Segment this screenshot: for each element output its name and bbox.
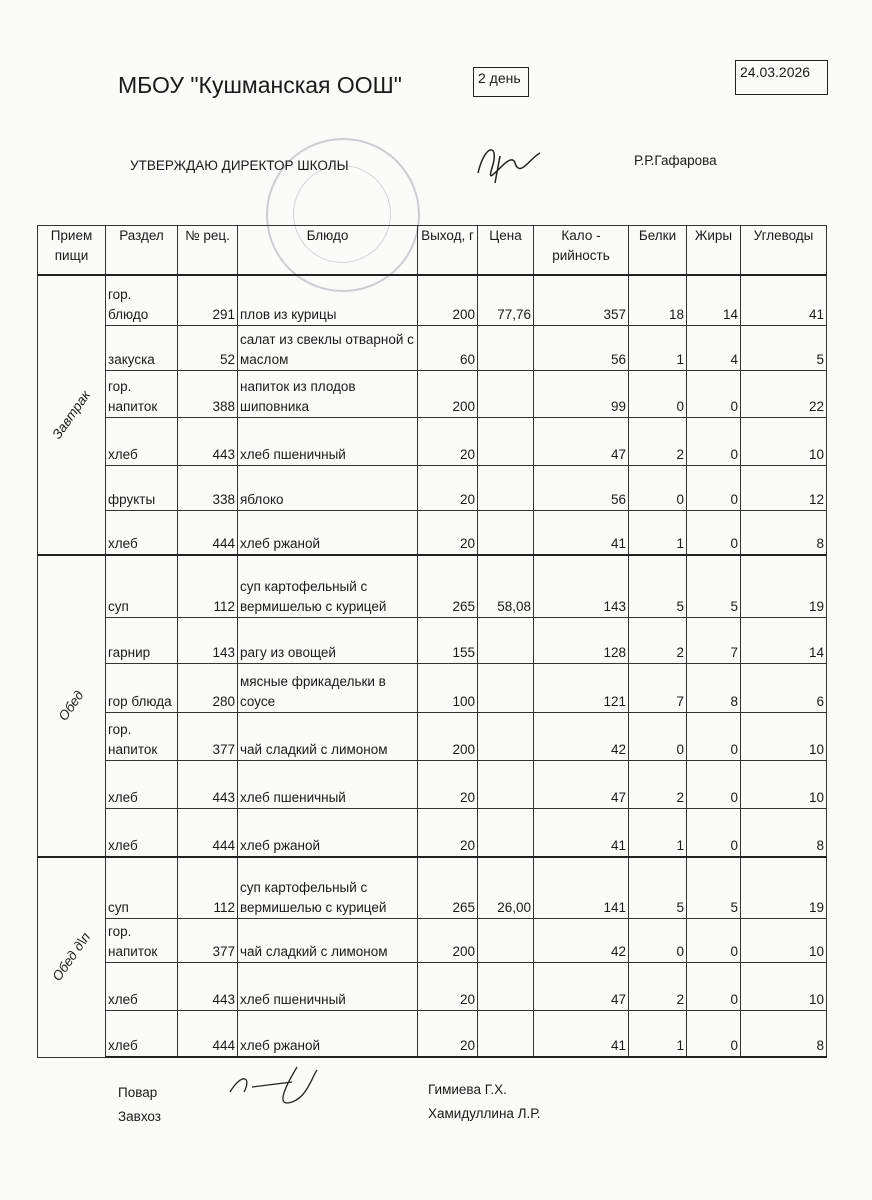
table-row <box>38 510 827 555</box>
table-row <box>38 617 827 663</box>
table-row <box>38 857 827 918</box>
cell-fat: 7 <box>687 617 741 663</box>
cell-recipe: 444 <box>178 510 238 555</box>
cell-dish: напиток из плодов шиповника <box>238 370 418 417</box>
cell-dish: суп картофельный с вермишелью с курицей <box>238 857 418 918</box>
column-header: Выход, г <box>418 226 478 276</box>
cell-price <box>478 760 534 808</box>
cell-protein: 1 <box>629 1010 687 1057</box>
day-box: 2 день <box>473 67 529 97</box>
director-name: Р.Р.Гафарова <box>634 153 717 168</box>
cook-label: Повар <box>118 1085 158 1100</box>
cell-section: фрукты <box>106 465 178 510</box>
cell-dish: чай сладкий с лимоном <box>238 712 418 760</box>
cell-kcal: 56 <box>534 325 629 370</box>
cell-carbs: 5 <box>741 325 827 370</box>
column-header: Жиры <box>687 226 741 276</box>
cell-kcal: 47 <box>534 417 629 465</box>
cell-carbs: 22 <box>741 370 827 417</box>
table-row <box>38 1010 827 1057</box>
cell-section: суп <box>106 857 178 918</box>
cell-protein: 0 <box>629 918 687 962</box>
cell-fat: 0 <box>687 417 741 465</box>
cell-fat: 5 <box>687 555 741 617</box>
cell-section: хлеб <box>106 510 178 555</box>
cell-price <box>478 663 534 712</box>
table-row <box>38 370 827 417</box>
cell-section: хлеб <box>106 962 178 1010</box>
cell-dish: салат из свеклы отварной с маслом <box>238 325 418 370</box>
cell-kcal: 41 <box>534 510 629 555</box>
cell-recipe: 291 <box>178 275 238 325</box>
cell-carbs: 10 <box>741 417 827 465</box>
cell-yield: 60 <box>418 325 478 370</box>
column-header: Блюдо <box>238 226 418 276</box>
column-header: Цена <box>478 226 534 276</box>
table-row <box>38 417 827 465</box>
table-row <box>38 325 827 370</box>
column-header: Кало - рийность <box>534 226 629 276</box>
column-header: № рец. <box>178 226 238 276</box>
cell-fat: 5 <box>687 857 741 918</box>
cell-price: 26,00 <box>478 857 534 918</box>
cell-recipe: 52 <box>178 325 238 370</box>
cell-kcal: 141 <box>534 857 629 918</box>
cell-kcal: 128 <box>534 617 629 663</box>
cell-price <box>478 1010 534 1057</box>
column-header: Углеводы <box>741 226 827 276</box>
cell-kcal: 121 <box>534 663 629 712</box>
cell-recipe: 444 <box>178 808 238 857</box>
cell-protein: 18 <box>629 275 687 325</box>
cell-protein: 0 <box>629 712 687 760</box>
cell-carbs: 8 <box>741 1010 827 1057</box>
cell-price <box>478 325 534 370</box>
cell-protein: 2 <box>629 617 687 663</box>
cell-price <box>478 417 534 465</box>
cell-yield: 200 <box>418 712 478 760</box>
column-header: Раздел <box>106 226 178 276</box>
cell-recipe: 443 <box>178 417 238 465</box>
table-row <box>38 465 827 510</box>
cell-kcal: 357 <box>534 275 629 325</box>
table-row <box>38 918 827 962</box>
cell-fat: 0 <box>687 370 741 417</box>
cook-signature <box>222 1062 332 1112</box>
cell-recipe: 377 <box>178 712 238 760</box>
cell-kcal: 41 <box>534 808 629 857</box>
cell-section: гарнир <box>106 617 178 663</box>
cell-carbs: 6 <box>741 663 827 712</box>
cell-recipe: 388 <box>178 370 238 417</box>
cell-protein: 2 <box>629 760 687 808</box>
cell-recipe: 443 <box>178 760 238 808</box>
cell-recipe: 112 <box>178 555 238 617</box>
approval-label: УТВЕРЖДАЮ ДИРЕКТОР ШКОЛЫ <box>130 158 349 173</box>
table-row <box>38 760 827 808</box>
cell-fat: 0 <box>687 918 741 962</box>
cell-dish: чай сладкий с лимоном <box>238 918 418 962</box>
meal-type-cell <box>38 857 106 1057</box>
cell-yield: 20 <box>418 510 478 555</box>
cell-yield: 20 <box>418 808 478 857</box>
cell-dish: мясные фрикадельки в соусе <box>238 663 418 712</box>
cell-protein: 7 <box>629 663 687 712</box>
cell-dish: суп картофельный с вермишелью с курицей <box>238 555 418 617</box>
cell-yield: 20 <box>418 465 478 510</box>
table-row <box>38 555 827 617</box>
cell-protein: 1 <box>629 808 687 857</box>
cell-section: хлеб <box>106 760 178 808</box>
cell-recipe: 377 <box>178 918 238 962</box>
cell-kcal: 56 <box>534 465 629 510</box>
cell-price <box>478 510 534 555</box>
cell-protein: 0 <box>629 465 687 510</box>
cell-yield: 265 <box>418 555 478 617</box>
cell-yield: 20 <box>418 417 478 465</box>
cell-price <box>478 465 534 510</box>
cell-fat: 0 <box>687 808 741 857</box>
table-row <box>38 663 827 712</box>
cell-section: хлеб <box>106 417 178 465</box>
meal-type-label: Обед <box>55 687 87 724</box>
cell-yield: 200 <box>418 918 478 962</box>
cell-dish: плов из курицы <box>238 275 418 325</box>
cell-section: гор блюда <box>106 663 178 712</box>
cell-protein: 1 <box>629 510 687 555</box>
cell-fat: 8 <box>687 663 741 712</box>
cell-yield: 20 <box>418 1010 478 1057</box>
cell-kcal: 42 <box>534 712 629 760</box>
cell-carbs: 14 <box>741 617 827 663</box>
column-header: Прием пищи <box>38 226 106 276</box>
cell-price: 58,08 <box>478 555 534 617</box>
cell-section: хлеб <box>106 1010 178 1057</box>
cell-dish: хлеб пшеничный <box>238 962 418 1010</box>
cell-price <box>478 918 534 962</box>
cell-recipe: 338 <box>178 465 238 510</box>
cell-section: гор. напиток <box>106 918 178 962</box>
cell-kcal: 41 <box>534 1010 629 1057</box>
cell-dish: хлеб ржаной <box>238 510 418 555</box>
cell-fat: 14 <box>687 275 741 325</box>
cell-price <box>478 617 534 663</box>
director-signature <box>470 138 550 188</box>
cell-price: 77,76 <box>478 275 534 325</box>
cell-fat: 0 <box>687 1010 741 1057</box>
cell-dish: хлеб пшеничный <box>238 417 418 465</box>
cell-dish: рагу из овощей <box>238 617 418 663</box>
cell-protein: 1 <box>629 325 687 370</box>
cell-carbs: 10 <box>741 962 827 1010</box>
cell-section: суп <box>106 555 178 617</box>
cell-carbs: 10 <box>741 712 827 760</box>
cell-yield: 200 <box>418 275 478 325</box>
cell-section: гор. блюдо <box>106 275 178 325</box>
cell-carbs: 8 <box>741 510 827 555</box>
cell-recipe: 112 <box>178 857 238 918</box>
table-row <box>38 712 827 760</box>
cell-section: закуска <box>106 325 178 370</box>
cell-carbs: 12 <box>741 465 827 510</box>
cell-protein: 5 <box>629 555 687 617</box>
school-title: МБОУ "Кушманская ООШ" <box>118 72 402 98</box>
cook-name: Гимиева Г.Х. <box>428 1082 507 1097</box>
cell-protein: 5 <box>629 857 687 918</box>
cell-price <box>478 712 534 760</box>
cell-protein: 2 <box>629 417 687 465</box>
cell-carbs: 41 <box>741 275 827 325</box>
cell-fat: 0 <box>687 760 741 808</box>
cell-fat: 4 <box>687 325 741 370</box>
cell-fat: 0 <box>687 510 741 555</box>
cell-carbs: 10 <box>741 918 827 962</box>
cell-dish: хлеб ржаной <box>238 808 418 857</box>
cell-kcal: 143 <box>534 555 629 617</box>
cell-yield: 20 <box>418 962 478 1010</box>
meal-type-label: Завтрак <box>49 387 94 442</box>
cell-section: гор. напиток <box>106 712 178 760</box>
cell-section: гор. напиток <box>106 370 178 417</box>
cell-dish: яблоко <box>238 465 418 510</box>
meal-type-cell <box>38 555 106 857</box>
cell-recipe: 143 <box>178 617 238 663</box>
cell-dish: хлеб ржаной <box>238 1010 418 1057</box>
cell-carbs: 8 <box>741 808 827 857</box>
column-header: Белки <box>629 226 687 276</box>
menu-table <box>37 225 827 1058</box>
cell-kcal: 47 <box>534 962 629 1010</box>
cell-carbs: 19 <box>741 555 827 617</box>
date-box: 24.03.2026 <box>735 60 828 95</box>
cell-kcal: 42 <box>534 918 629 962</box>
table-row <box>38 275 827 325</box>
cell-yield: 265 <box>418 857 478 918</box>
cell-kcal: 47 <box>534 760 629 808</box>
cell-dish: хлеб пшеничный <box>238 760 418 808</box>
cell-fat: 0 <box>687 465 741 510</box>
cell-recipe: 280 <box>178 663 238 712</box>
cell-fat: 0 <box>687 962 741 1010</box>
cell-price <box>478 370 534 417</box>
manager-name: Хамидуллина Л.Р. <box>428 1106 541 1121</box>
cell-price <box>478 962 534 1010</box>
cell-yield: 20 <box>418 760 478 808</box>
table-row <box>38 808 827 857</box>
table-row <box>38 962 827 1010</box>
cell-carbs: 10 <box>741 760 827 808</box>
cell-yield: 100 <box>418 663 478 712</box>
meal-type-label: Обед д\п <box>49 930 94 984</box>
cell-recipe: 443 <box>178 962 238 1010</box>
cell-fat: 0 <box>687 712 741 760</box>
cell-protein: 0 <box>629 370 687 417</box>
meal-type-cell <box>38 275 106 555</box>
cell-carbs: 19 <box>741 857 827 918</box>
cell-kcal: 99 <box>534 370 629 417</box>
cell-section: хлеб <box>106 808 178 857</box>
cell-protein: 2 <box>629 962 687 1010</box>
cell-yield: 155 <box>418 617 478 663</box>
cell-yield: 200 <box>418 370 478 417</box>
cell-price <box>478 808 534 857</box>
cell-recipe: 444 <box>178 1010 238 1057</box>
manager-label: Завхоз <box>118 1109 161 1124</box>
